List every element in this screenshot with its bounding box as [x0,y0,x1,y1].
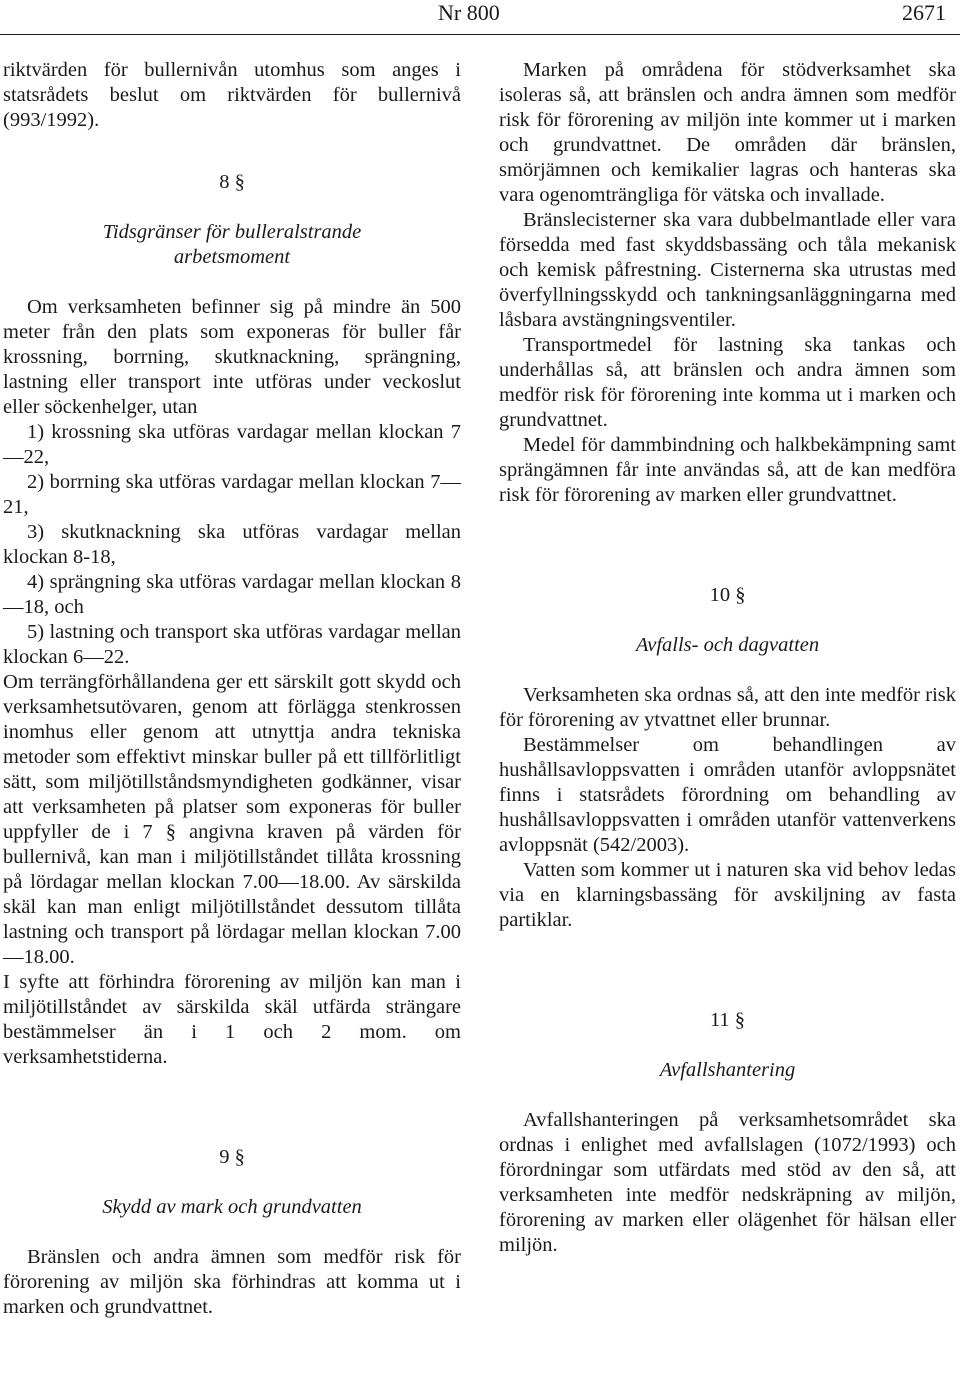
section-8-paragraph-2: Om terrängförhållandena ger ett särskilt gott skydd och verksamhetsutövaren, genom att förlägga stenkrossen inomhus eller genom att utnyttja andra tekniska metoder som effektivt minskar buller på ett tillförlitligt sätt, som miljötillståndsmyndigheten godkänner, visar att verksamheten på platser som exponeras för buller uppfyller de i 7 § angivna kraven på värden för bullernivå, kan man i miljötillståndet tillåta krossning på lördagar mellan klockan 7.00—18.00. Av särskilda skäl kan man enligt miljötillståndet dessutom tillåta lastning och transport på lördagar mellan klockan 7.00—18.00. [3,671,461,968]
section-10-title: Avfalls- och dagvatten [635,634,820,656]
list-item: 4) sprängning ska utföras vardagar mellan klockan 8—18, och [3,571,461,618]
section-9-paragraph-1: Bränslen och andra ämnen som medför risk för förorening av miljön ska förhindras att komma ut i marken och grundvattnet. [3,1246,461,1318]
section-10-paragraph: Vatten som kommer ut i naturen ska vid behov ledas via en klarningsbassäng för avskiljning av fasta partiklar. [499,859,956,931]
list-item: 1) krossning ska utföras vardagar mellan klockan 7—22, [3,421,461,468]
page-number: 2671 [902,0,946,25]
right-column [499,58,956,1258]
intro-paragraph: riktvärden för bullernivån utomhus som anges i statsrådets beslut om riktvärden för bullernivå (993/1992). [3,59,461,131]
section-11-title: Avfallshantering [659,1059,796,1081]
section-10-paragraph: Verksamheten ska ordnas så, att den inte medför risk för förorening av ytvattnet eller brunnar. [499,684,956,731]
section-10-paragraph: Bestämmelser om behandlingen av hushållsavloppsvatten i områden utanför avloppsnätet finns i statsrådets förordning om behandling av hushållsavloppsvatten i områden utanför vattenverkens avloppsnät (542/2003). [499,734,956,856]
section-8-title: Tidsgränser för bulleralstrande arbetsmoment [102,221,362,268]
section-9-continued-paragraph: Transportmedel för lastning ska tankas och underhållas så, att bränslen och andra ämnen som medför risk för förorening inte komma ut i marken och grundvattnet. [499,334,956,431]
header-rule [0,34,960,35]
section-10-number: 10 § [709,584,746,606]
document-number: Nr 800 [438,0,500,25]
left-column [3,58,461,1320]
section-9-title: Skydd av mark och grundvatten [102,1196,362,1218]
section-9-continued-paragraph: Medel för dammbindning och halkbekämpning samt sprängämnen får inte användas så, att de kan medföra risk för förorening av marken eller grundvattnet. [499,434,956,506]
list-item: 2) borrning ska utföras vardagar mellan klockan 7—21, [3,471,461,518]
section-9-continued-paragraph: Bränslecisterner ska vara dubbelmantlade eller vara försedda med fast skyddsbassäng och tåla mekanisk och kemisk påfrestning. Cisternerna ska utrustas med överfyllningsskydd och tankningsanläggningarna med låsbara avstängningsventiler. [499,209,956,331]
section-9-number: 9 § [219,1146,245,1168]
section-9-continued-paragraph: Marken på områdena för stödverksamhet ska isoleras så, att bränslen och andra ämnen som medför risk för förorening av miljön inte kommer ut i marken och grundvattnet. De områden där bränslen, smörjämnen och kemikalier lagras och hanteras ska vara ogenomträngliga för vätska och invallade. [499,59,956,206]
section-8-paragraph-3: I syfte att förhindra förorening av miljön kan man i miljötillståndet av särskilda skäl utfärda strängare bestämmelser än i 1 och 2 mom. om verksamhetstiderna. [3,971,461,1068]
section-8-number: 8 § [219,171,245,193]
list-item: 3) skutknackning ska utföras vardagar mellan klockan 8-18, [3,521,461,568]
section-11-paragraph: Avfallshanteringen på verksamhetsområdet ska ordnas i enlighet med avfallslagen (1072/1993) och förordningar som utfärdats med stöd av den så, att verksamheten inte medför nedskräpning av miljön, förorening av marken eller olägenhet för hälsan eller miljön. [499,1109,956,1256]
list-item: 5) lastning och transport ska utföras vardagar mellan klockan 6—22. [3,621,461,668]
section-11-number: 11 § [709,1009,746,1031]
section-8-paragraph-1: Om verksamheten befinner sig på mindre än 500 meter från den plats som exponeras för buller får krossning, borrning, skutknackning, sprängning, lastning eller transport inte utföras under veckoslut eller söckenhelger, utan [3,296,461,418]
page-header [0,0,960,30]
